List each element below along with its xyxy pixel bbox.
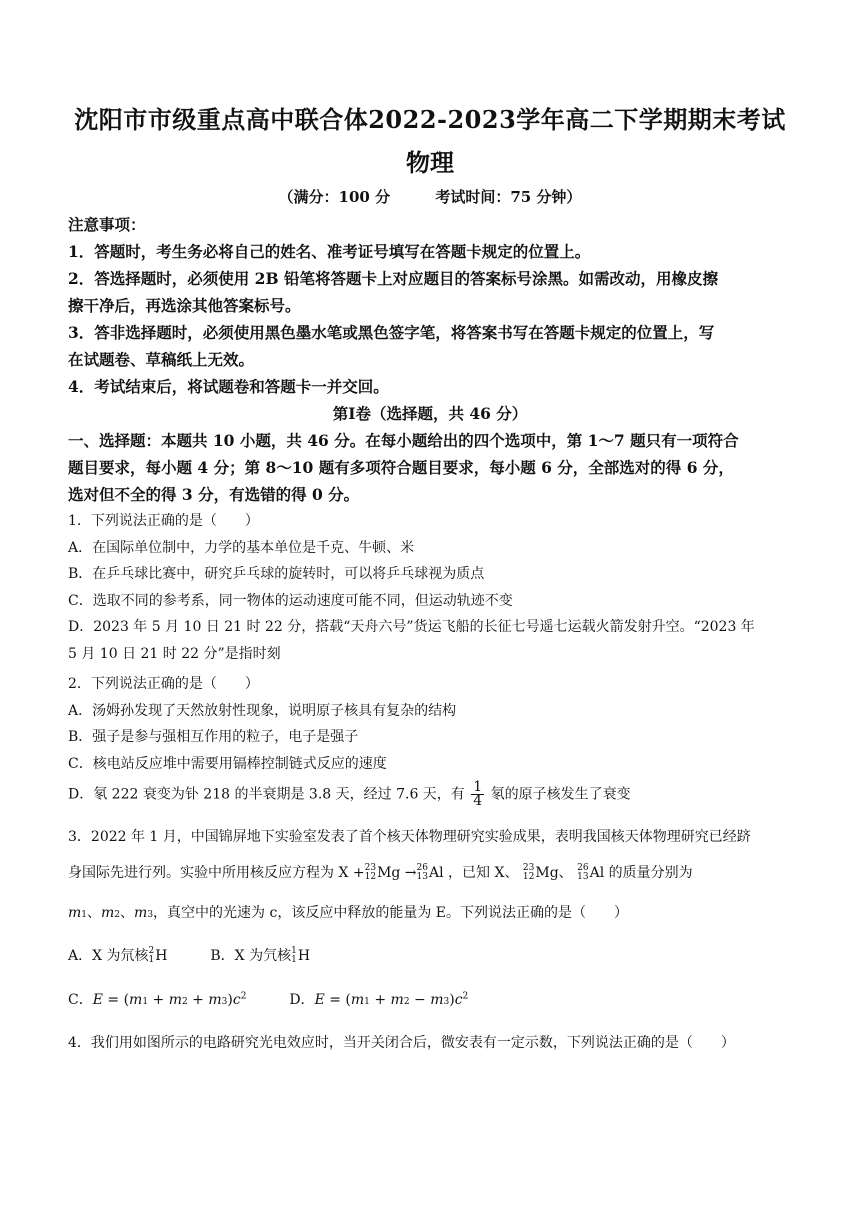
q3-line1: 3．2022 年 1 月，中国锦屏地下实验室发表了首个核天体物理研究实验成果，表明我国核天体物理研究已经跻 xyxy=(68,829,751,845)
fraction-num: 1 xyxy=(473,779,483,795)
q3-options-ab xyxy=(68,943,792,970)
option-a: A．X 为氘核2 1H xyxy=(68,945,168,965)
note-item: 1．答题时，考生务必将自己的姓名、准考证号填写在答题卡规定的位置上。 xyxy=(68,242,591,261)
option-a: A．汤姆孙发现了天然放射性现象，说明原子核具有复杂的结构 xyxy=(68,702,457,719)
mg-nuclide: 23 12Mg xyxy=(522,862,559,882)
question-stem: 1．下列说法正确的是（ ） xyxy=(68,513,259,529)
option-d-post: 氡的原子核发生了衰变 xyxy=(490,786,631,803)
note-item: 在试题卷、草稿纸上无效。 xyxy=(68,350,255,369)
note-item: 擦干净后，再选涂其他答案标号。 xyxy=(68,296,301,315)
question-stem: 4．我们用如图所示的电路研究光电效应时，当开关闭合后，微安表有一定示数，下列说法正确的是（ ） xyxy=(68,1035,735,1051)
note-item: 4．考试结束后，将试题卷和答题卡一并交回。 xyxy=(68,377,389,396)
option-c: C．$E = (m1 + m2 + m3)c^2$ xyxy=(68,991,247,1008)
question-2 xyxy=(68,671,792,808)
option-d-cont: 5 月 10 日 21 时 22 分”是指时刻 xyxy=(68,645,281,662)
section-instruction: 选对但不全的得 3 分，有选错的得 0 分。 xyxy=(68,485,360,504)
q3-options-cd xyxy=(68,983,792,1015)
option-c: C．选取不同的参考系，同一物体的运动速度可能不同，但运动轨迹不变 xyxy=(68,592,513,609)
option-b: B．X 为氕核1 1H xyxy=(210,945,311,965)
option-d: D．2023 年 5 月 10 日 21 时 22 分，搭载“天舟六号”货运飞船的长征七号遥七运载火箭发射升空。“2023 年 xyxy=(68,619,755,635)
reaction-equation: X +23 12Mg →26 13Al xyxy=(338,862,444,882)
question-stem: 2．下列说法正确的是（ ） xyxy=(68,676,259,692)
option-a: A．在国际单位制中，力学的基本单位是千克、牛顿、米 xyxy=(68,539,415,556)
section-instruction: 一、选择题：本题共 10 小题，共 46 分。在每小题给出的四个选项中，第 1～7 题只有一项符合 xyxy=(68,431,739,450)
question-1 xyxy=(68,508,792,667)
option-c: C．核电站反应堆中需要用镉棒控制链式反应的速度 xyxy=(68,755,387,772)
note-item: 2．答选择题时，必须使用 2B 铅笔将答题卡上对应题目的答案标号涂黑。如需改动，用橡皮擦 xyxy=(68,269,718,288)
section-title: 第Ⅰ卷（选择题，共 46 分） xyxy=(332,404,528,423)
exam-subject: 物理 xyxy=(406,148,454,177)
fraction xyxy=(471,781,484,808)
option-d: D．$E = (m1 + m2 - m3)c^2$ xyxy=(289,991,469,1008)
q3-line2: 身国际先进行列。实验中所用核反应方程为 X +23 12Mg →26 13Al ，已知 X、 23 12Mg、 26 13Al 的质量分别为 xyxy=(68,862,693,882)
option-b: B．在乒乓球比赛中，研究乒乓球的旋转时，可以将乒乓球视为质点 xyxy=(68,566,485,582)
option-d xyxy=(68,781,792,808)
option-d-pre: D．氡 222 衰变为钋 218 的半衰期是 3.8 天，经过 7.6 天，有 xyxy=(68,786,465,803)
exam-title: 沈阳市市级重点高中联合体2022-2023学年高二下学期期末考试 xyxy=(74,105,786,134)
notes xyxy=(68,211,792,508)
exam-time: 考试时间：75 分钟） xyxy=(435,188,582,206)
notes-heading: 注意事项： xyxy=(68,215,146,234)
question-4 xyxy=(68,1030,792,1057)
section-instruction: 题目要求，每小题 4 分；第 8～10 题有多项符合题目要求，每小题 6 分，全部选对的得 6 分， xyxy=(68,458,734,477)
question-3 xyxy=(68,824,792,1015)
note-item: 3．答非选择题时，必须使用黑色墨水笔或黑色签字笔，将答案书写在答题卡规定的位置上，写 xyxy=(68,323,715,342)
option-b: B．强子是参与强相互作用的粒子，电子是强子 xyxy=(68,729,359,745)
exam-meta xyxy=(0,186,860,207)
al-nuclide: 26 13Al xyxy=(577,862,605,882)
fraction-den: 4 xyxy=(473,793,483,809)
q3-line3: m1、m2、m3，真空中的光速为 c，该反应中释放的能量为 E。下列说法正确的是（ ） xyxy=(68,905,629,921)
full-score: （满分：100 分 xyxy=(278,188,391,206)
